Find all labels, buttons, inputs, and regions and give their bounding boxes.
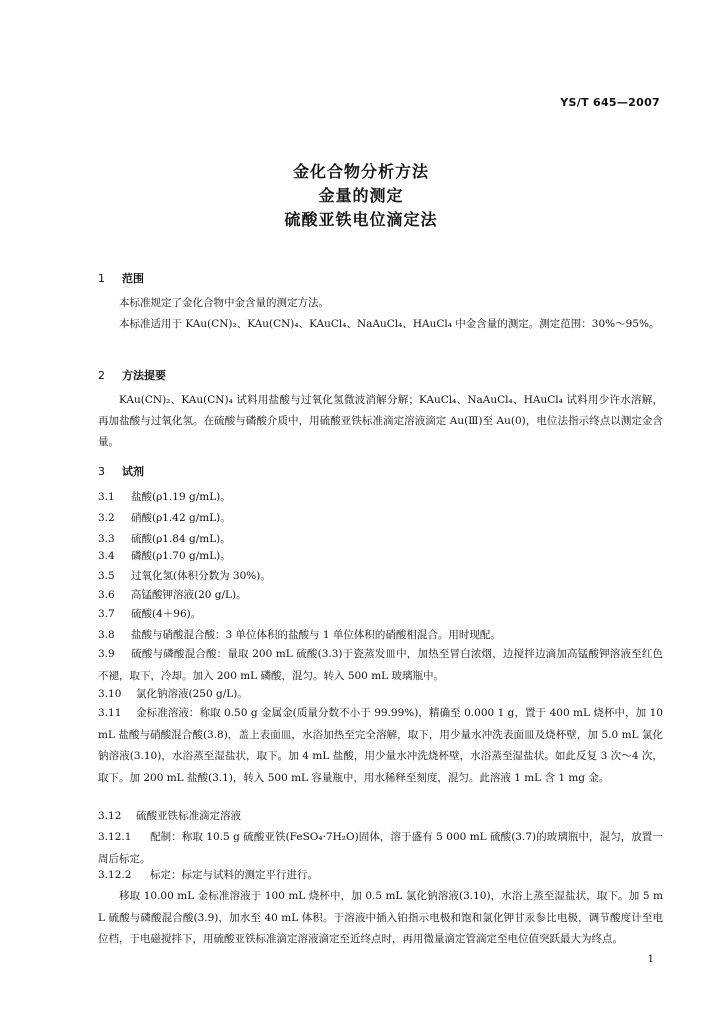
section-1-paragraph-1: 本标准规定了金化合物中金含量的测定方法。 xyxy=(119,297,329,309)
item-text: 高锰酸钾溶液(20 g/L)。 xyxy=(131,589,247,601)
item-number: 3.7 xyxy=(98,608,115,620)
reagent-item xyxy=(98,604,663,625)
item-number: 3.5 xyxy=(98,570,115,582)
section-3-heading xyxy=(98,463,144,479)
section-1-heading xyxy=(98,270,144,286)
reagent-item xyxy=(98,546,663,567)
item-text: 盐酸(ρ1.19 g/mL)。 xyxy=(131,491,231,503)
item-number: 3.4 xyxy=(98,550,115,562)
section-number: 1 xyxy=(98,272,105,285)
section-title: 试剂 xyxy=(122,465,144,478)
reagent-item-3-11 xyxy=(98,703,663,789)
section-number: 2 xyxy=(98,369,105,382)
title-line-2: 金量的测定 xyxy=(318,186,404,205)
item-number: 3.2 xyxy=(98,512,115,524)
reagent-item xyxy=(98,508,663,529)
reagent-item-3-9 xyxy=(98,644,663,687)
item-text: 硫酸与磷酸混合酸：量取 200 mL 硫酸(3.3)于瓷蒸发皿中，加热至冒白浓烟，边搅拌边滴加高锰酸钾溶液至红色不褪，取下，冷却。加入 200 mL 磷酸，混匀。转入 500 mL 玻璃瓶中。 xyxy=(98,648,663,682)
item-text: 过氧化氢(体积分数为 30%)。 xyxy=(131,570,271,582)
section-title: 方法提要 xyxy=(122,369,166,382)
page-number: 1 xyxy=(647,954,654,965)
reagent-item xyxy=(98,625,663,646)
reagent-item xyxy=(98,566,663,587)
reagent-item xyxy=(98,487,663,508)
item-text: 氯化钠溶液(250 g/L)。 xyxy=(136,688,248,700)
item-text: 硫酸(4＋96)。 xyxy=(131,608,202,620)
reagent-item-3-12-2 xyxy=(98,865,663,886)
item-number: 3.10 xyxy=(98,688,122,700)
item-number: 3.12.2 xyxy=(98,869,132,881)
section-2-heading xyxy=(98,367,166,383)
item-text: 磷酸(ρ1.70 g/mL)。 xyxy=(131,550,231,562)
section-1-paragraph-2: 本标准适用于 KAu(CN)₂、KAu(CN)₄、KAuCl₄、NaAuCl₄、HAuCl₄ 中金含量的测定。测定范围：30%～95%。 xyxy=(119,318,660,330)
item-text: 硝酸(ρ1.42 g/mL)。 xyxy=(131,512,231,524)
section-title: 范围 xyxy=(122,272,144,285)
title-line-1: 金化合物分析方法 xyxy=(292,162,429,181)
item-number: 3.3 xyxy=(98,533,115,545)
item-text: 硫酸(ρ1.84 g/mL)。 xyxy=(131,533,231,545)
section-2-paragraph: KAu(CN)₂、KAu(CN)₄ 试料用盐酸与过氧化氢微波消解分解；KAuCl₄、NaAuCl₄、HAuCl₄ 试料用少许水溶解，再加盐酸与过氧化氢。在硫酸与磷酸介质中，用硫酸亚铁标准滴定溶液滴定 Au(Ⅲ)至 Au(0)，电位法指示终点以测定金含量。 xyxy=(98,394,663,448)
reagent-item-3-12 xyxy=(98,806,663,827)
item-text: 盐酸与硝酸混合酸：3 单位体积的盐酸与 1 单位体积的硝酸相混合。用时现配。 xyxy=(131,629,501,641)
item-number: 3.12 xyxy=(98,810,122,822)
item-text: 硫酸亚铁标准滴定溶液 xyxy=(136,810,241,822)
section-number: 3 xyxy=(98,465,105,478)
item-number: 3.12.1 xyxy=(98,831,132,843)
item-number: 3.11 xyxy=(98,707,122,719)
reagent-item-3-12-1 xyxy=(98,827,663,870)
item-number: 3.1 xyxy=(98,491,115,503)
item-number: 3.8 xyxy=(98,629,115,641)
calibration-procedure-paragraph: 移取 10.00 mL 金标准溶液于 100 mL 烧杯中，加 0.5 mL 氯化钠溶液(3.10)，水浴上蒸至湿盐状，取下。加 5 mL 硫酸与磷酸混合酸(3.9)，加水至 40 mL 体积。于溶液中插入铂指示电极和饱和氯化钾甘汞参比电极，调节酸度计至电位档，于电磁搅拌下，用硫酸亚铁标准滴定溶液滴定至近终点时，再用微量滴定管滴定至电位值突跃最大为终点。 xyxy=(98,890,663,945)
item-number: 3.9 xyxy=(98,648,115,660)
document-title xyxy=(0,160,722,232)
item-text: 配制：称取 10.5 g 硫酸亚铁(FeSO₄·7H₂O)固体，溶于盛有 5 000 mL 硫酸(3.7)的玻璃瓶中，混匀，放置一周后标定。 xyxy=(98,831,663,865)
title-line-3: 硫酸亚铁电位滴定法 xyxy=(284,210,438,229)
item-text: 金标准溶液：称取 0.50 g 金属金(质量分数不小于 99.99%)，精确至 0.000 1 g，置于 400 mL 烧杯中，加 10 mL 盐酸与硝酸混合酸(3.8)，盖上表面皿，水浴加热至完全溶解，取下，用少量水冲洗表面皿及烧杯壁，加 5.0 mL 氯化钠溶液(3.10)，水浴蒸至湿盐状，取下。加 4 mL 盐酸，用少量水冲洗烧杯壁，水浴蒸至湿盐状。如此反复 3 次～4 次，取下。加 200 mL 盐酸(3.1)，转入 500 mL 容量瓶中，用水稀释至刻度，混匀。此溶液 1 mL 含 1 mg 金。 xyxy=(98,707,663,784)
item-text: 标定：标定与试料的测定平行进行。 xyxy=(150,869,318,881)
reagent-item-3-10 xyxy=(98,684,663,705)
reagent-item xyxy=(98,585,663,606)
standard-number: YS/T 645—2007 xyxy=(560,96,660,109)
item-number: 3.6 xyxy=(98,589,115,601)
